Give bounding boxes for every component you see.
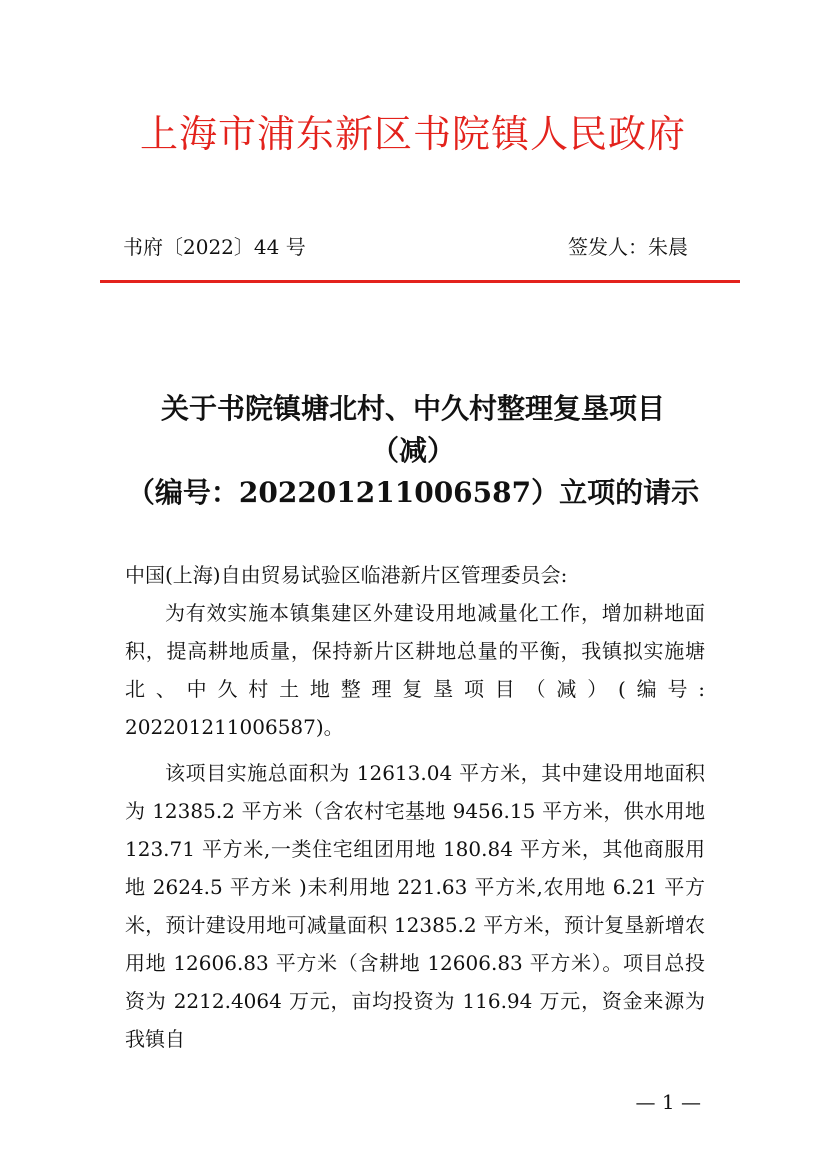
document-number: 书府〔2022〕44 号 bbox=[123, 235, 306, 259]
red-header-rule bbox=[100, 280, 740, 283]
body-paragraph-1: 为有效实施本镇集建区外建设用地减量化工作，增加耕地面积，提高耕地质量，保持新片区耕地总量的平衡，我镇拟实施塘北、中久村土地整理复垦项目（减）(编号: 202201211006587)。 bbox=[125, 601, 705, 739]
document-body bbox=[125, 556, 705, 1058]
page-number: — 1 — bbox=[635, 1090, 701, 1114]
body-paragraph-2: 该项目实施总面积为 12613.04 平方米，其中建设用地面积为 12385.2 平方米（含农村宅基地 9456.15 平方米，供水用地 123.71 平方米,一类住宅组团用地 180.84 平方米，其他商服用地 2624.5 平方米 )未利用地 221.63 平方米,农用地 6.21 平方米，预计建设用地可减量面积 12385.2 平方米，预计复垦新增农用地 12606.83 平方米（含耕地 12606.83 平方米）。项目总投资为 2212.4064 万元，亩均投资为 116.94 万元，资金来源为我镇自 bbox=[125, 761, 705, 1051]
signer: 签发人：朱晨 bbox=[568, 235, 688, 259]
title-line-1: 关于书院镇塘北村、中久村整理复垦项目 bbox=[160, 392, 665, 425]
title-line-3: （编号：202201211006587）立项的请示 bbox=[126, 476, 700, 509]
title-line-2: （减） bbox=[370, 434, 455, 467]
document-title bbox=[0, 388, 826, 514]
issuing-authority-title: 上海市浦东新区书院镇人民政府 bbox=[139, 112, 686, 156]
addressee: 中国(上海)自由贸易试验区临港新片区管理委员会: bbox=[125, 563, 568, 587]
